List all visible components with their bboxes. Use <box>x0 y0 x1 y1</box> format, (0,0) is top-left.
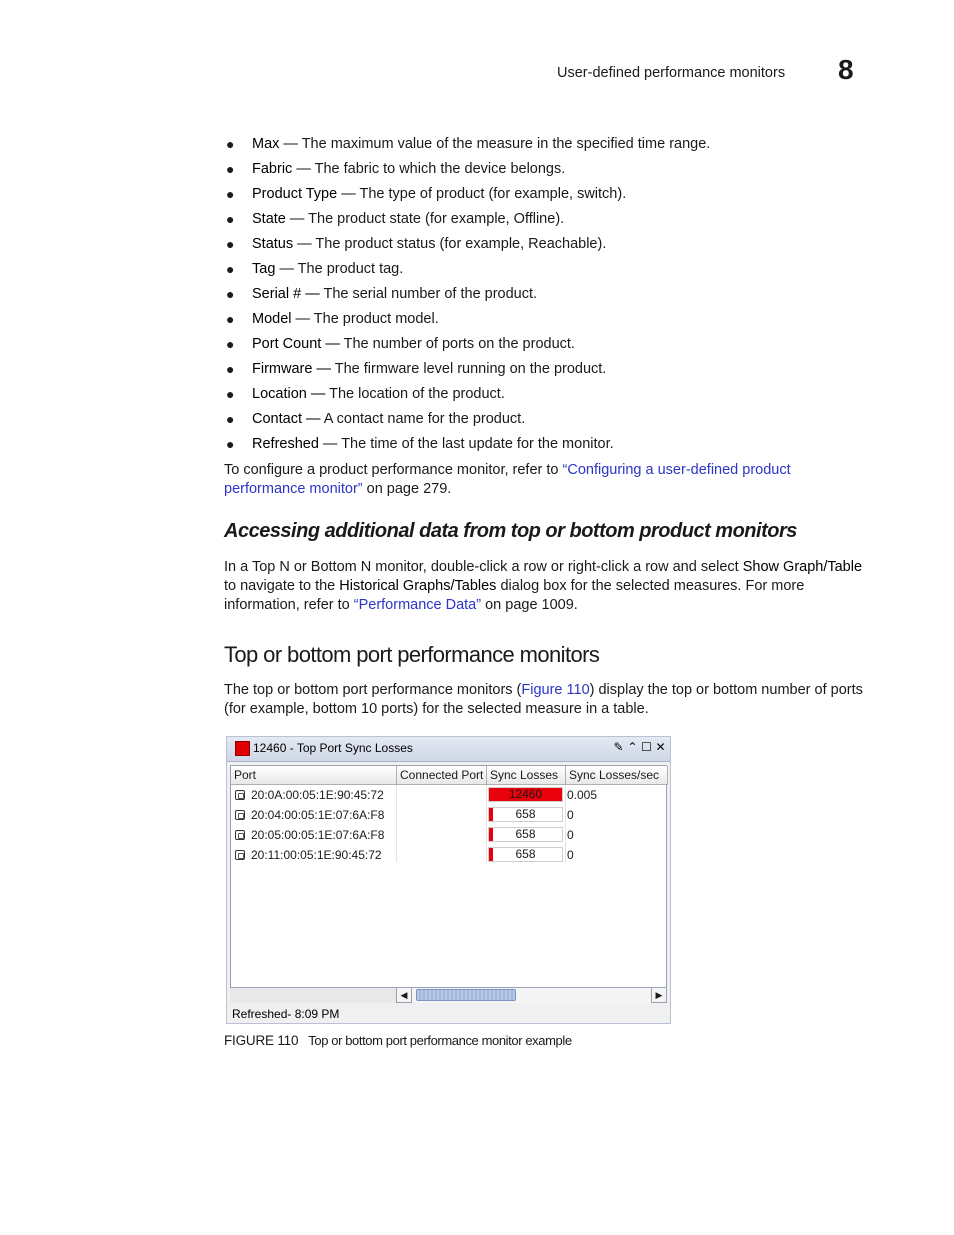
bullet-icon: ● <box>226 186 235 202</box>
field-term: Max <box>252 136 280 152</box>
list-item <box>226 159 710 184</box>
field-term: Contact — <box>252 411 321 427</box>
widget-titlebar <box>227 737 670 762</box>
field-description: The location of the product. <box>325 386 505 402</box>
figure-110-link[interactable]: Figure 110 <box>521 682 590 698</box>
list-item <box>226 284 710 309</box>
field-term: State <box>252 211 286 227</box>
monitor-widget <box>226 736 671 1024</box>
chapter-number: 8 <box>838 54 854 85</box>
show-graph-table-term: Show Graph/Table <box>742 559 863 575</box>
port-icon <box>235 790 245 800</box>
port-text-2: ) display the top or bottom number of ports (for example, bottom 10 ports) for the selected measure in a table. <box>224 682 863 717</box>
list-item <box>226 409 710 434</box>
performance-data-link[interactable]: “Performance Data” <box>353 597 482 613</box>
accessing-page-ref: on page 1009. <box>481 597 578 613</box>
field-list <box>226 134 710 459</box>
list-item <box>226 434 710 459</box>
sync-losses-rate: 0.005 <box>567 788 598 802</box>
configure-page-ref: on page 279. <box>362 481 452 497</box>
port-cell <box>235 845 382 865</box>
sync-losses-value: 658 <box>515 807 536 821</box>
list-item <box>226 184 710 209</box>
field-description: The serial number of the product. <box>319 286 538 302</box>
field-term: Location — <box>252 386 326 402</box>
table-row[interactable] <box>231 785 666 805</box>
sync-losses-rate: 0 <box>567 808 574 822</box>
port-text-1: The top or bottom port performance monitors ( <box>224 682 522 698</box>
port-cell <box>235 805 384 825</box>
field-description: The firmware level running on the product. <box>330 361 607 377</box>
port-monitors-paragraph <box>224 681 874 719</box>
column-header-sync-losses-sec[interactable]: Sync Losses/sec <box>566 766 668 785</box>
table-row[interactable] <box>231 825 666 845</box>
field-description: — The type of product (for example, switch). <box>337 186 627 202</box>
configure-paragraph <box>224 461 874 499</box>
figure-caption-text: Top or bottom port performance monitor example <box>308 1033 572 1048</box>
table-row[interactable] <box>231 805 666 825</box>
field-term: Firmware — <box>252 361 331 377</box>
field-term: Tag <box>252 261 276 277</box>
port-wwn: 20:04:00:05:1E:07:6A:F8 <box>251 808 385 822</box>
bullet-icon: ● <box>226 336 235 352</box>
collapse-icon[interactable]: ⌃ <box>627 740 638 754</box>
list-item <box>226 209 710 234</box>
bullet-icon: ● <box>226 311 235 327</box>
bullet-icon: ● <box>226 236 235 252</box>
widget-controls <box>613 740 666 754</box>
list-item <box>226 259 710 284</box>
refreshed-status: Refreshed- 8:09 PM <box>232 1007 340 1021</box>
field-description: — The product status (for example, Reachable). <box>293 236 607 252</box>
column-header-connected-port[interactable]: Connected Port <box>397 766 487 785</box>
horizontal-scrollbar[interactable] <box>230 987 667 1003</box>
port-cell <box>235 825 384 845</box>
accessing-heading: Accessing additional data from top or bottom product monitors <box>224 520 797 542</box>
ports-table <box>230 765 667 1003</box>
sync-losses-value: 12460 <box>508 787 543 801</box>
field-term: Model <box>252 311 292 327</box>
widget-title: 12460 - Top Port Sync Losses <box>253 741 413 755</box>
list-item <box>226 309 710 334</box>
bullet-icon: ● <box>226 261 235 277</box>
field-description: A contact name for the product. <box>320 411 526 427</box>
field-description: — The product model. <box>291 311 439 327</box>
accessing-text-1: In a Top N or Bottom N monitor, double-click a row or right-click a row and select <box>224 559 743 575</box>
bullet-icon: ● <box>226 286 235 302</box>
field-term: Port Count — <box>252 336 340 352</box>
port-icon <box>235 830 245 840</box>
configure-text: To configure a product performance monitor, refer to <box>224 462 563 478</box>
monitor-status-icon <box>235 741 250 756</box>
sync-losses-bar <box>488 847 563 862</box>
accessing-text-3: dialog box for the selected measures. For more information, refer to <box>224 578 805 613</box>
bullet-icon: ● <box>226 161 235 177</box>
sync-losses-value: 658 <box>515 827 536 841</box>
list-item <box>226 134 710 159</box>
close-icon[interactable]: ✕ <box>655 740 666 754</box>
scrollbar-thumb[interactable] <box>416 989 516 1001</box>
historical-graphs-term: Historical Graphs/Tables <box>339 578 497 594</box>
sync-losses-bar <box>488 827 563 842</box>
field-description: — The product state (for example, Offline). <box>285 211 565 227</box>
sync-losses-rate: 0 <box>567 848 574 862</box>
scrollbar-spacer <box>230 987 396 1003</box>
bullet-icon: ● <box>226 386 235 402</box>
field-term: Product Type <box>252 186 338 202</box>
port-wwn: 20:11:00:05:1E:90:45:72 <box>251 848 382 862</box>
sync-losses-rate: 0 <box>567 828 574 842</box>
field-description: — The maximum value of the measure in the specified time range. <box>279 136 711 152</box>
figure-caption <box>224 1033 572 1048</box>
bullet-icon: ● <box>226 411 235 427</box>
field-term: Serial # — <box>252 286 320 302</box>
scroll-right-icon[interactable]: ▶ <box>651 987 667 1003</box>
field-description: — The time of the last update for the monitor. <box>318 436 614 452</box>
figure-label: FIGURE 110 <box>224 1033 299 1048</box>
list-item <box>226 384 710 409</box>
port-wwn: 20:0A:00:05:1E:90:45:72 <box>251 788 384 802</box>
field-description: The number of ports on the product. <box>339 336 575 352</box>
sync-losses-value: 658 <box>515 847 536 861</box>
field-term: Fabric <box>252 161 293 177</box>
field-description: — The product tag. <box>275 261 404 277</box>
configure-link[interactable]: “Configuring a user-defined product performance monitor” <box>224 462 791 497</box>
bullet-icon: ● <box>226 436 235 452</box>
list-item <box>226 234 710 259</box>
bullet-icon: ● <box>226 361 235 377</box>
maximize-icon[interactable]: ☐ <box>641 740 652 754</box>
port-cell <box>235 785 384 805</box>
accessing-paragraph <box>224 558 874 615</box>
column-header-port[interactable]: Port <box>231 766 397 785</box>
port-icon <box>235 850 245 860</box>
list-item <box>226 359 710 384</box>
running-header-title: User-defined performance monitors <box>557 65 786 81</box>
accessing-text-2: to navigate to the <box>224 578 340 594</box>
field-description: — The fabric to which the device belongs. <box>292 161 566 177</box>
field-term: Status <box>252 236 294 252</box>
sync-losses-bar <box>488 807 563 822</box>
list-item <box>226 334 710 359</box>
table-row[interactable] <box>231 845 666 865</box>
bullet-icon: ● <box>226 136 235 152</box>
tool-icon[interactable]: ✎ <box>613 740 624 754</box>
port-monitors-heading: Top or bottom port performance monitors <box>224 642 600 667</box>
sync-losses-bar <box>488 787 563 802</box>
port-wwn: 20:05:00:05:1E:07:6A:F8 <box>251 828 385 842</box>
field-term: Refreshed <box>252 436 319 452</box>
port-icon <box>235 810 245 820</box>
bullet-icon: ● <box>226 211 235 227</box>
scroll-left-icon[interactable]: ◀ <box>396 987 412 1003</box>
column-header-sync-losses[interactable]: Sync Losses <box>487 766 566 785</box>
